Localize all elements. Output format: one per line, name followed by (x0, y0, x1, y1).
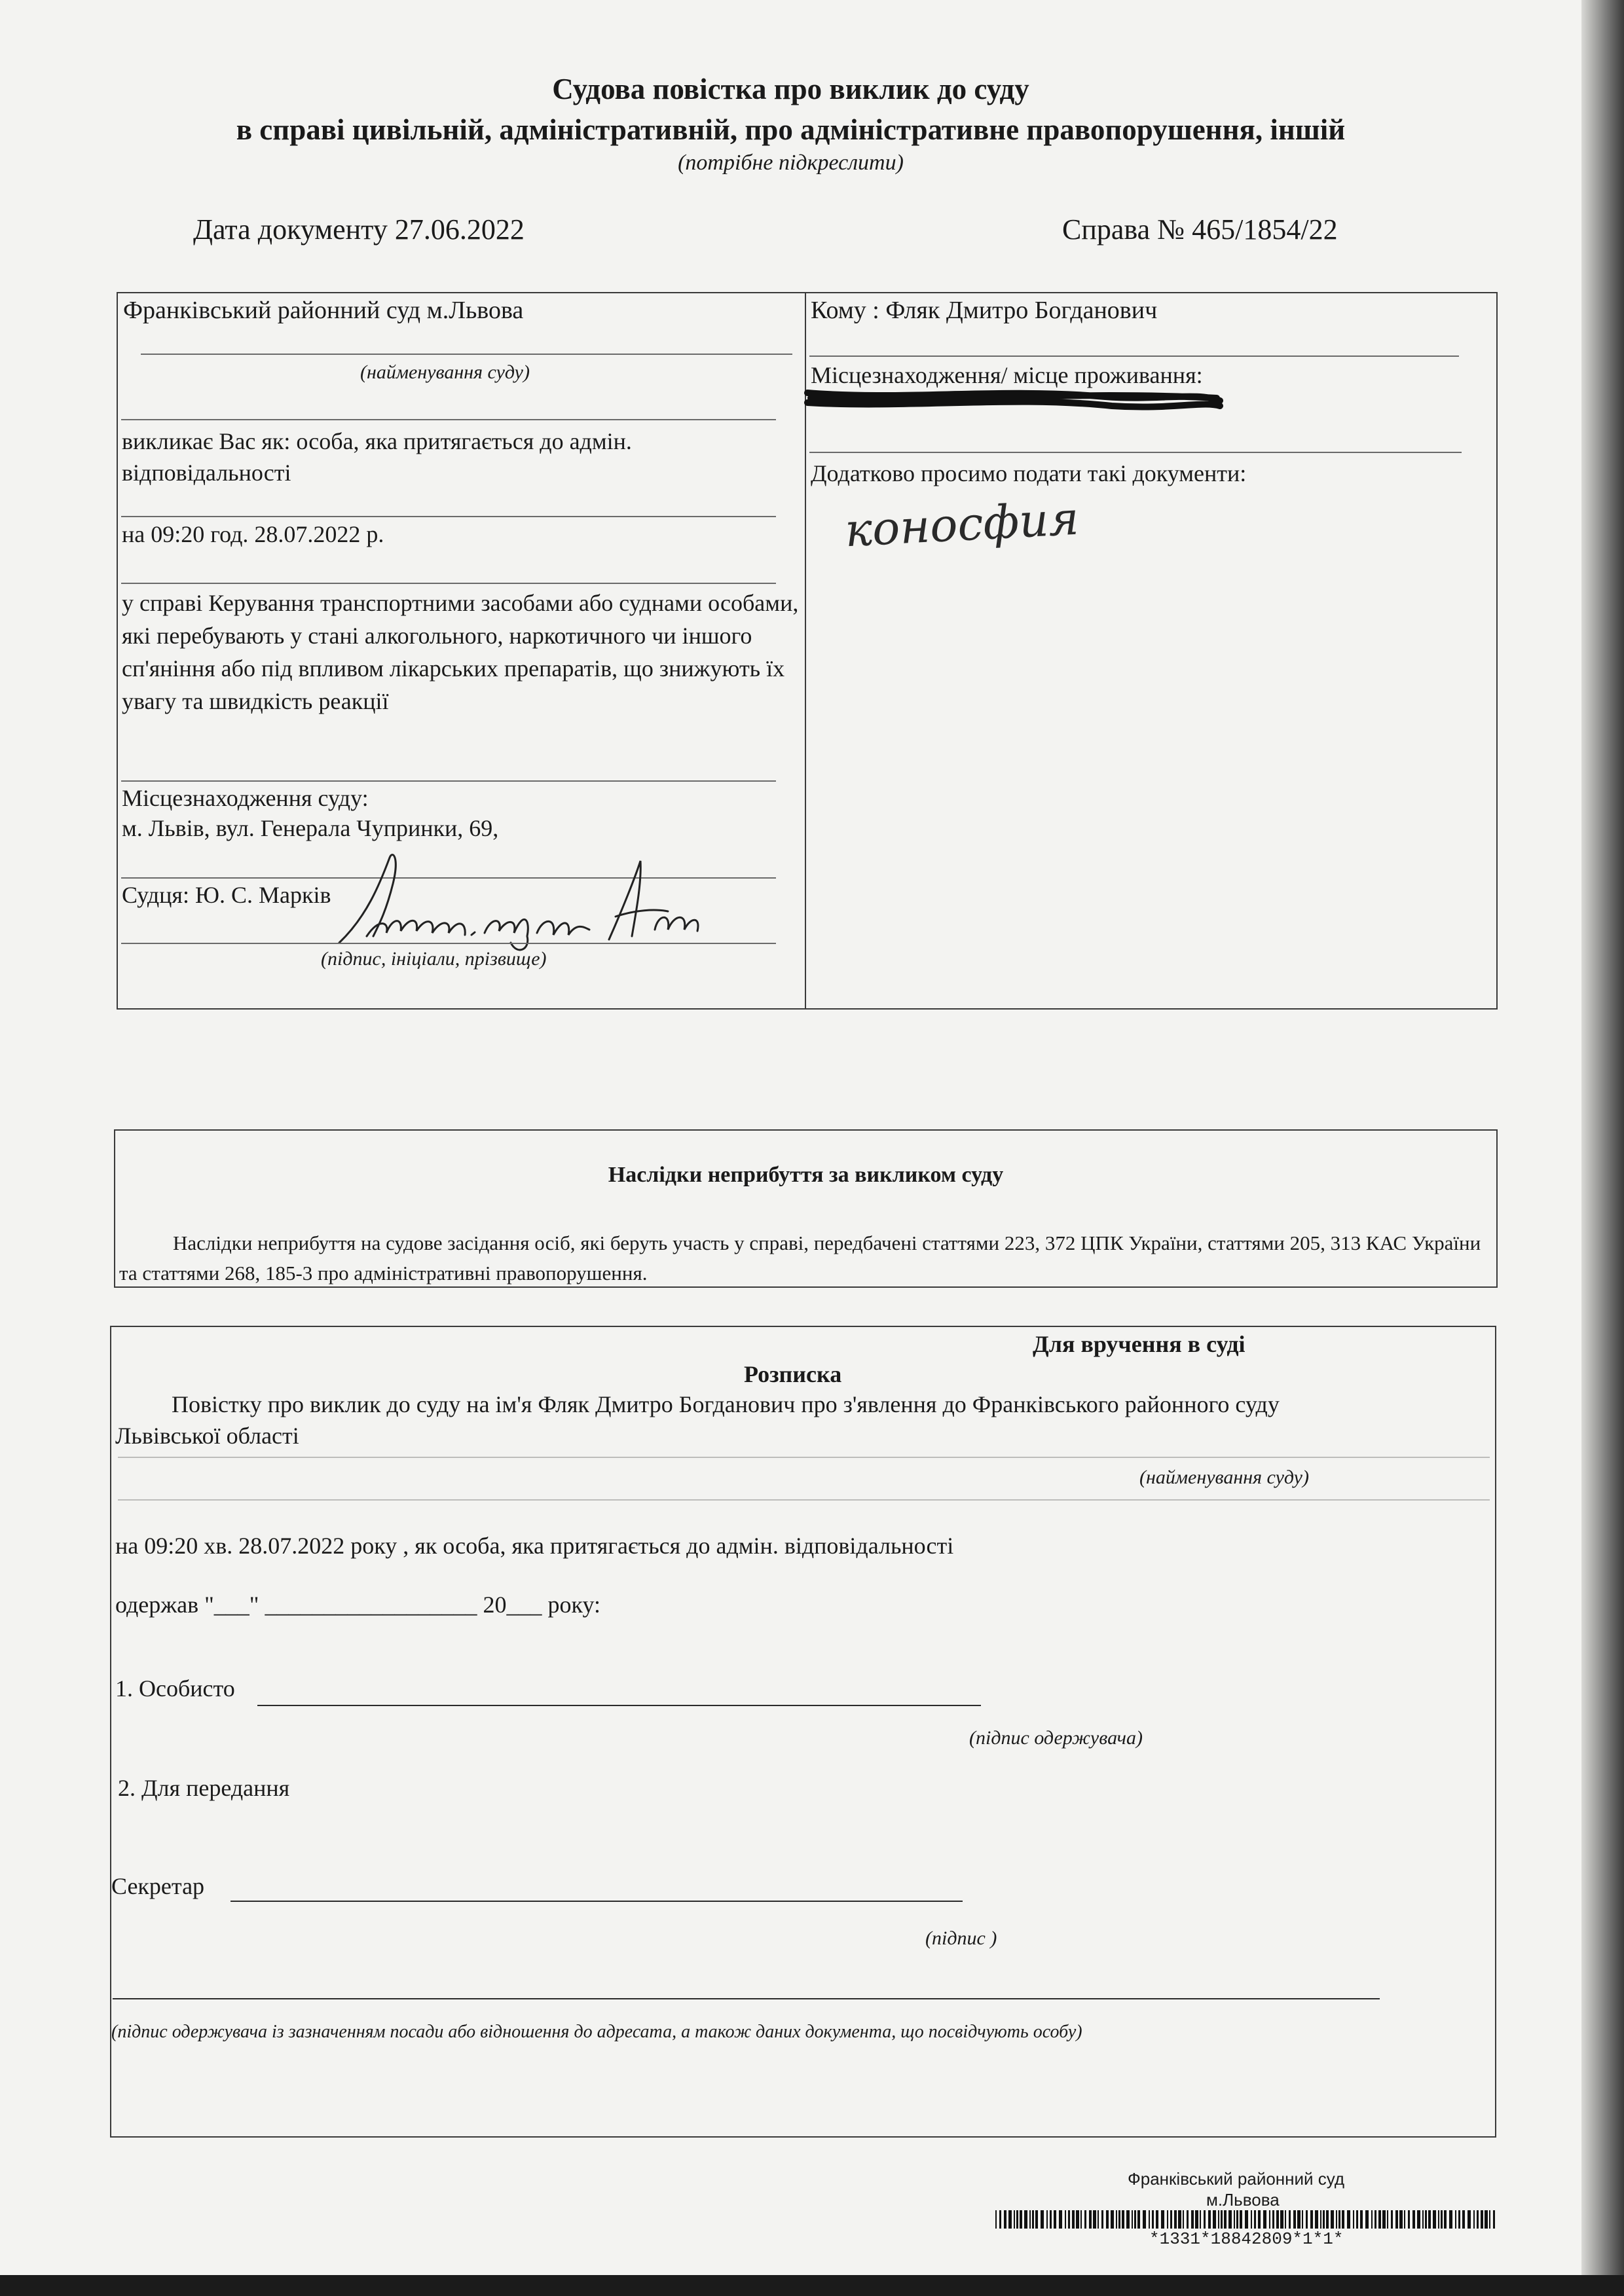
barcode-bar (1263, 2210, 1266, 2229)
consequences-text: Наслідки неприбуття на судове засідання осіб, які беруть участь у справі, передбачені статтями 223, 372 ЦПК України, статтями 205, 313 КАС України та статтями 268, 185-3 про адміністративні правопорушення. (119, 1231, 1481, 1285)
called-as: викликає Вас як: особа, яка притягається до адмін. відповідальності (122, 428, 632, 486)
barcode-bar (1285, 2210, 1286, 2229)
handwritten-note: коносфия (843, 491, 1080, 558)
receipt-time-line: на 09:20 хв. 28.07.2022 року , як особа, яка притягається до адмін. відповідальності (115, 1533, 954, 1559)
barcode-bar (1208, 2210, 1211, 2229)
for-court-label: Для вручення в суді (1033, 1331, 1246, 1357)
barcode-bar (1310, 2210, 1313, 2229)
barcode-bar (1228, 2210, 1232, 2229)
barcode-bar (1111, 2210, 1114, 2229)
barcode-bar (1375, 2210, 1376, 2229)
barcode-bar (1195, 2210, 1198, 2229)
barcode-bar (1093, 2210, 1096, 2229)
barcode-bar (1455, 2210, 1456, 2229)
barcode-bar (1183, 2210, 1184, 2229)
judge-signature (327, 845, 733, 962)
barcode-bar (1360, 2210, 1363, 2229)
barcode-bar (1076, 2210, 1079, 2229)
barcode-bar (1054, 2210, 1056, 2229)
barcode-text: *1331*18842809*1*1* (1149, 2229, 1344, 2249)
barcode-bar (1161, 2210, 1164, 2229)
barcode-bar (1221, 2210, 1223, 2229)
barcode-bar (1122, 2210, 1124, 2229)
barcode-bar (1170, 2210, 1172, 2229)
barcode-bar (1481, 2210, 1483, 2229)
barcode-bar (1152, 2210, 1154, 2229)
barcode-bar (1289, 2210, 1291, 2229)
barcode-bar (1441, 2210, 1443, 2229)
barcode-bar (1116, 2210, 1117, 2229)
underline-note: (потрібне підкреслити) (678, 151, 904, 175)
barcode-bar (1258, 2210, 1261, 2229)
barcode-bar (1098, 2210, 1099, 2229)
recipient-name: Кому : Фляк Дмитро Богданович (811, 297, 1158, 324)
separator-line (118, 1457, 1490, 1458)
separator-line (809, 355, 1459, 357)
receipt-footnote: (підпис одержувача із зазначенням посади або відношення до адресата, а також даних документа, що посвідчують особу) (111, 2022, 1082, 2042)
barcode-bar (1356, 2210, 1358, 2229)
barcode-bar (1046, 2210, 1048, 2229)
barcode-bar (1020, 2210, 1022, 2229)
scan-bottom-edge (0, 2275, 1624, 2296)
barcode-bar (999, 2210, 1001, 2229)
court-location-label: Місцезнаходження суду: (122, 785, 369, 811)
barcode-bar (1132, 2210, 1133, 2229)
barcode-bar (1035, 2210, 1038, 2229)
barcode-bar (1204, 2210, 1206, 2229)
barcode-bar (1485, 2210, 1488, 2229)
barcode-bar (1326, 2210, 1329, 2229)
for-transfer-label: 2. Для передання (118, 1775, 290, 1801)
received-line: одержав "___" __________________ 20___ року: (115, 1592, 601, 1618)
barcode-bar (1101, 2210, 1103, 2229)
barcode-bar (1072, 2210, 1075, 2229)
barcode-bar (1014, 2210, 1015, 2229)
judge-name: Судця: Ю. С. Марків (122, 882, 331, 908)
barcode-bar (1280, 2210, 1283, 2229)
barcode-bar (1089, 2210, 1092, 2229)
document-title: Судова повістка про виклик до суду (552, 73, 1029, 105)
barcode-bar (1477, 2210, 1479, 2229)
barcode-bar (1050, 2210, 1052, 2229)
barcode-bar (1191, 2210, 1194, 2229)
secretary-sign-line (231, 1901, 963, 1902)
barcode-bar (1269, 2210, 1270, 2229)
case-number: Справа № 465/1854/22 (1062, 213, 1338, 246)
receipt-text-line2: Львівської області (115, 1423, 299, 1449)
barcode-bar (1493, 2210, 1495, 2229)
separator-line (121, 583, 776, 584)
receipt-text-line1: Повістку про виклик до суду на ім'я Фляк Дмитро Богданович про з'явлення до Франківського районного суду (172, 1391, 1280, 1417)
separator-line (121, 943, 776, 944)
consequences-title: Наслідки неприбуття за викликом суду (608, 1163, 1004, 1187)
document-subtitle: в справі цивільній, адміністративній, про адміністративне правопорушення, іншій (236, 113, 1346, 146)
barcode-bar (1024, 2210, 1027, 2229)
receipt-court-caption: (найменування суду) (1139, 1467, 1309, 1488)
barcode-bar (1143, 2210, 1146, 2229)
barcode-bar (1458, 2210, 1460, 2229)
barcode-bar (1254, 2210, 1256, 2229)
barcode-bar (1178, 2210, 1181, 2229)
separator-line (809, 452, 1462, 453)
barcode-bar (1251, 2210, 1252, 2229)
barcode-bar (1293, 2210, 1296, 2229)
barcode-bar (995, 2210, 997, 2229)
barcode-bar (1029, 2210, 1031, 2229)
barcode-bar (1118, 2210, 1120, 2229)
barcode-bar (1297, 2210, 1301, 2229)
barcode-bar (1016, 2210, 1018, 2229)
barcode-bar (1422, 2210, 1424, 2229)
court-name-caption: (найменування суду) (360, 361, 530, 383)
barcode-bar (1004, 2210, 1006, 2229)
barcode-bar (1412, 2210, 1415, 2229)
barcode-bar (1444, 2210, 1447, 2229)
barcode-bar (1438, 2210, 1439, 2229)
recipient-sign-line (257, 1705, 981, 1706)
barcode-bar (1032, 2210, 1034, 2229)
redaction-scribble (804, 386, 1223, 411)
barcode-bar (1342, 2210, 1344, 2229)
barcode-bar (1462, 2210, 1465, 2229)
barcode-bar (1041, 2210, 1044, 2229)
barcode-bar (1065, 2210, 1066, 2229)
barcode-bar (1167, 2210, 1168, 2229)
secretary-sig-caption: (підпис ) (925, 1927, 997, 1949)
barcode-bar (1059, 2210, 1062, 2229)
barcode-bar (1425, 2210, 1427, 2229)
recipient-sig-caption: (підпис одержувача) (969, 1727, 1143, 1749)
barcode-bar (1137, 2210, 1140, 2229)
barcode-bar (1347, 2210, 1350, 2229)
barcode-bar (1084, 2210, 1086, 2229)
case-subject: у справі Керування транспортними засобами або суднами особами, які перебувають у стані алкогольного, наркотичного чи іншого сп'яніння або під впливом лікарських препаратів, що знижують їх увагу та швидкість реакції (122, 590, 799, 714)
barcode-bar (1331, 2210, 1334, 2229)
separator-line (121, 419, 776, 420)
extra-docs-label: Додатково просимо подати такі документи: (811, 460, 1247, 486)
barcode-bar (1245, 2210, 1248, 2229)
barcode-bar (1387, 2210, 1388, 2229)
barcode-bar (1187, 2210, 1189, 2229)
court-name: Франківський районний суд м.Львова (123, 297, 524, 324)
footer-court-line1: Франківський районний суд (1128, 2169, 1345, 2189)
signature-caption: (підпис, ініціали, прізвище) (321, 948, 547, 970)
barcode-bar (1391, 2210, 1393, 2229)
barcode-bar (1306, 2210, 1308, 2229)
barcode-bar (1126, 2210, 1130, 2229)
barcode-bar (1236, 2210, 1238, 2229)
barcode-bar (1156, 2210, 1158, 2229)
barcode-bar (1106, 2210, 1109, 2229)
barcode-bar (1234, 2210, 1235, 2229)
receipt-box (110, 1326, 1496, 2138)
receipt-title: Розписка (744, 1361, 842, 1387)
hearing-time: на 09:20 год. 28.07.2022 р. (122, 521, 384, 547)
paper-shadow-edge (1581, 0, 1624, 2296)
barcode-bar (1068, 2210, 1070, 2229)
barcode-bar (1395, 2210, 1398, 2229)
barcode-bar (1408, 2210, 1410, 2229)
footnote-line (113, 1998, 1380, 1999)
barcode-bar (1489, 2210, 1490, 2229)
barcode-bar (1200, 2210, 1201, 2229)
barcode-bar (1320, 2210, 1321, 2229)
court-address: м. Львів, вул. Генерала Чупринки, 69, (122, 815, 499, 841)
residence-label: Місцезнаходження/ місце проживання: (811, 362, 1203, 388)
barcode-bar (1417, 2210, 1420, 2229)
barcode-bar (1276, 2210, 1279, 2229)
barcode-bar (1365, 2210, 1369, 2229)
barcode-bar (1338, 2210, 1340, 2229)
personally-label: 1. Особисто (115, 1675, 235, 1702)
barcode-bar (1433, 2210, 1436, 2229)
separator-line (118, 1499, 1490, 1501)
barcode-bar (1080, 2210, 1082, 2229)
barcode-bar (1272, 2210, 1274, 2229)
secretary-label: Секретар (111, 1873, 205, 1899)
barcode-bar (1213, 2210, 1216, 2229)
barcode-bar (1336, 2210, 1337, 2229)
barcode-bar (1473, 2210, 1475, 2229)
barcode-bar (1134, 2210, 1136, 2229)
barcode-bar (1428, 2210, 1431, 2229)
barcode-bar (1449, 2210, 1452, 2229)
barcode-bar (1378, 2210, 1381, 2229)
barcode-bar (1399, 2210, 1403, 2229)
separator-line (121, 780, 776, 782)
document-date: Дата документу 27.06.2022 (193, 213, 525, 246)
barcode-bar (1218, 2210, 1219, 2229)
barcode-bar (1224, 2210, 1227, 2229)
barcode-bar (1302, 2210, 1303, 2229)
barcode-bar (1353, 2210, 1354, 2229)
barcode-bar (1404, 2210, 1405, 2229)
barcode-bar (1008, 2210, 1012, 2229)
separator-line (121, 516, 776, 517)
barcode-bar (1149, 2210, 1150, 2229)
barcode-bar (1382, 2210, 1386, 2229)
barcode-bar (1467, 2210, 1471, 2229)
barcode-bar (1315, 2210, 1318, 2229)
barcode-bar (1174, 2210, 1177, 2229)
court-name-line (141, 354, 792, 355)
footer-court-line2: м.Львова (1206, 2190, 1280, 2210)
barcode-bar (1323, 2210, 1325, 2229)
barcode (995, 2210, 1500, 2229)
barcode-bar (1240, 2210, 1242, 2229)
barcode-bar (1371, 2210, 1373, 2229)
